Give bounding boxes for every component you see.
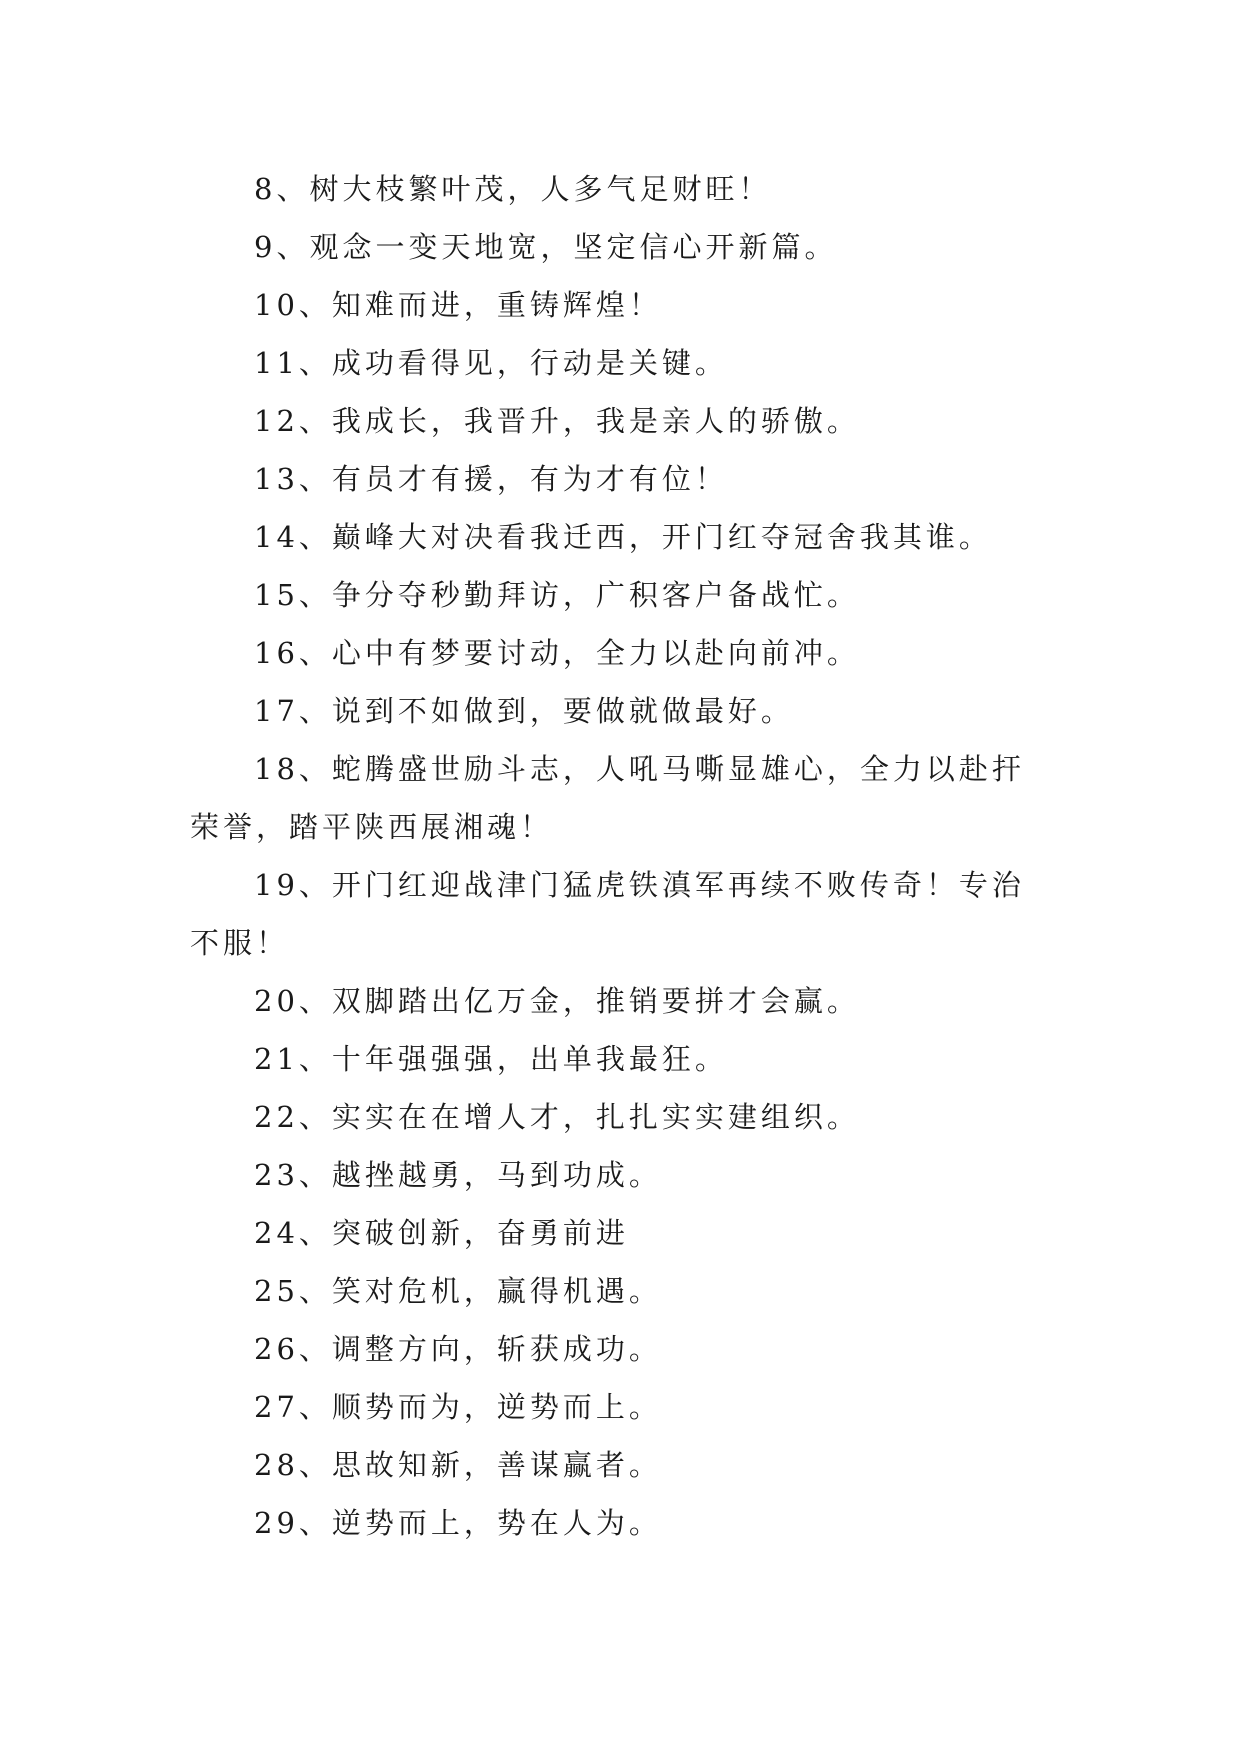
slogan-list — [190, 160, 1052, 1552]
slogan-item: 8、树大枝繁叶茂，人多气足财旺！ — [254, 172, 772, 206]
slogan-item: 29、逆势而上，势在人为。 — [254, 1506, 662, 1540]
slogan-item: 15、争分夺秒勤拜访，广积客户备战忙。 — [254, 578, 860, 612]
slogan-item: 22、实实在在增人才，扎扎实实建组织。 — [254, 1100, 860, 1134]
slogan-item: 25、笑对危机，赢得机遇。 — [254, 1274, 662, 1308]
slogan-item: 12、我成长，我晋升，我是亲人的骄傲。 — [254, 404, 860, 438]
slogan-item: 28、思故知新，善谋赢者。 — [254, 1448, 662, 1482]
slogan-item: 17、说到不如做到，要做就做最好。 — [254, 694, 794, 728]
slogan-item: 27、顺势而为，逆势而上。 — [254, 1390, 662, 1424]
slogan-item: 24、突破创新，奋勇前进 — [254, 1216, 629, 1250]
slogan-item: 14、巅峰大对决看我迁西，开门红夺冠舍我其谁。 — [254, 520, 992, 554]
slogan-item: 23、越挫越勇，马到功成。 — [254, 1158, 662, 1192]
slogan-item: 18、蛇腾盛世励斗志，人吼马嘶显雄心，全力以赴扞荣誉，踏平陕西展湘魂！ — [190, 752, 1025, 844]
slogan-item: 26、调整方向，斩获成功。 — [254, 1332, 662, 1366]
slogan-item: 20、双脚踏出亿万金，推销要拼才会赢。 — [254, 984, 860, 1018]
slogan-item: 9、观念一变天地宽，坚定信心开新篇。 — [254, 230, 838, 264]
slogan-item: 21、十年强强强，出单我最狂。 — [254, 1042, 728, 1076]
slogan-item: 11、成功看得见，行动是关键。 — [254, 346, 728, 380]
slogan-item: 13、有员才有援，有为才有位！ — [254, 462, 728, 496]
slogan-item: 16、心中有梦要讨动，全力以赴向前冲。 — [254, 636, 860, 670]
slogan-item: 19、开门红迎战津门猛虎铁滇军再续不败传奇！专治不服！ — [190, 868, 1025, 960]
slogan-item: 10、知难而进，重铸辉煌！ — [254, 288, 662, 322]
